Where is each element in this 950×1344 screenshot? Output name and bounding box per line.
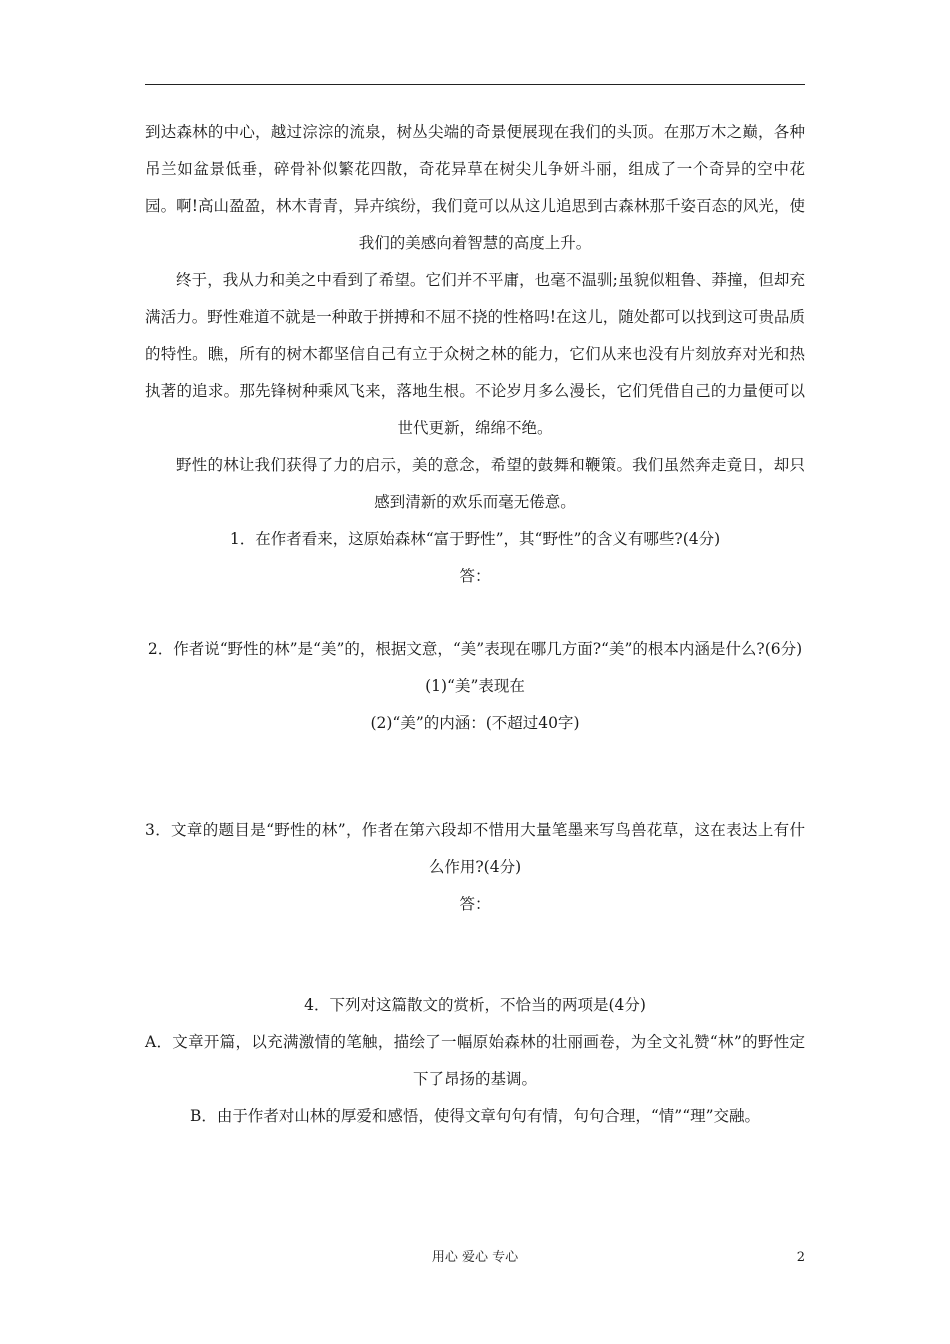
answer-space-1	[145, 595, 805, 631]
answer-space-2	[145, 742, 805, 812]
question-2-subquestion-1: (1)“美”表现在	[425, 677, 525, 695]
footer-motto: 用心 爱心 专心	[431, 1250, 519, 1265]
question-4-option-b: B．由于作者对山林的厚爱和感悟，使得文章句句有情，句句合理，“情”“理”交融。	[189, 1107, 761, 1125]
question-1: 1．在作者看来，这原始森林“富于野性”，其“野性”的含义有哪些?(4分)	[229, 530, 721, 548]
paragraph-forest-center: 到达森林的中心，越过淙淙的流泉，树丛尖端的奇景便展现在我们的头顶。在那万木之巅，各种吊兰如盆景低垂，碎骨补似繁花四散，奇花异草在树尖儿争妍斗丽，组成了一个奇异的空中花园。啊!高山盈盈，林木青青，异卉缤纷，我们竟可以从这儿追思到古森林那千姿百态的风光，使我们的美感向着智慧的高度上升。	[145, 123, 805, 252]
document-body	[145, 114, 805, 1135]
page-number: 2	[796, 1250, 805, 1265]
answer-space-3	[145, 923, 805, 987]
question-4-option-a: A．文章开篇，以充满激情的笔触，描绘了一幅原始森林的壮丽画卷，为全文礼赞“林”的野性定下了昂扬的基调。	[145, 1033, 805, 1088]
header-rule	[145, 84, 805, 85]
question-2: 2．作者说“野性的林”是“美”的，根据文意，“美”表现在哪几方面?“美”的根本内涵是什么?(6分)	[147, 640, 803, 658]
paragraph-wild-forest: 野性的林让我们获得了力的启示，美的意念，希望的鼓舞和鞭策。我们虽然奔走竟日，却只感到清新的欢乐而毫无倦意。	[176, 456, 805, 511]
question-3: 3．文章的题目是“野性的林”，作者在第六段却不惜用大量笔墨来写鸟兽花草，这在表达上有什么作用?(4分)	[145, 821, 805, 876]
paragraph-hope: 终于，我从力和美之中看到了希望。它们并不平庸，也毫不温驯;虽貌似粗鲁、莽撞，但却充满活力。野性难道不就是一种敢于拼搏和不屈不挠的性格吗!在这儿，随处都可以找到这可贵品质的特性。瞧，所有的树木都坚信自己有立于众树之林的能力，它们从来也没有片刻放弃对光和热执著的追求。那先锋树种乘风飞来，落地生根。不论岁月多么漫长，它们凭借自己的力量便可以世代更新，绵绵不绝。	[145, 271, 805, 437]
question-3-answer-label: 答：	[459, 895, 491, 913]
question-2-subquestion-2: (2)“美”的内涵：(不超过40字)	[370, 714, 580, 732]
question-1-answer-label: 答：	[459, 567, 491, 585]
question-4: 4．下列对这篇散文的赏析，不恰当的两项是(4分)	[304, 996, 646, 1014]
